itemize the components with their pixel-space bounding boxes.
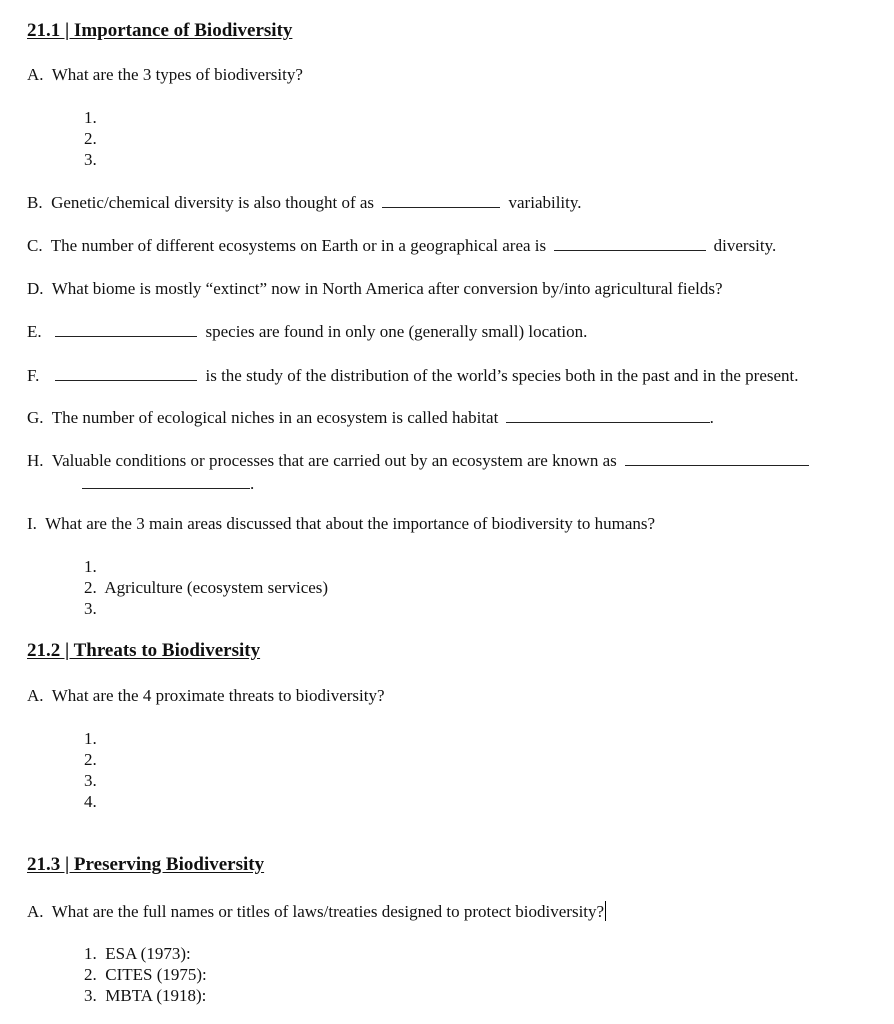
question-text-after-blank: is the study of the distribution of the world’s species both in the past and in the present. bbox=[205, 366, 799, 385]
question-i bbox=[27, 514, 655, 534]
question-g bbox=[27, 408, 714, 428]
list-item bbox=[84, 578, 328, 598]
list-item bbox=[84, 986, 206, 1006]
list-item bbox=[84, 965, 207, 985]
question-text: What are the full names or titles of laws/treaties designed to protect biodiversity? bbox=[51, 902, 605, 921]
question-text-after-blank: diversity. bbox=[713, 236, 777, 255]
question-letter: A. bbox=[27, 902, 44, 921]
question-h bbox=[27, 451, 809, 471]
question-letter: C. bbox=[27, 236, 43, 255]
answer-blank[interactable] bbox=[55, 322, 197, 337]
question-text: What are the 3 types of biodiversity? bbox=[51, 65, 303, 84]
list-item-number: 2. bbox=[84, 965, 97, 984]
question-e bbox=[27, 322, 587, 342]
list-item-number: 3. bbox=[84, 986, 97, 1005]
question-letter: E. bbox=[27, 322, 42, 341]
question-text: What biome is mostly “extinct” now in North America after conversion by/into agricultural fields? bbox=[51, 279, 723, 298]
answer-blank[interactable] bbox=[554, 236, 706, 251]
list-item-number: 3. bbox=[84, 150, 97, 169]
question-letter: A. bbox=[27, 65, 44, 84]
question-text-after-blank: species are found in only one (generally small) location. bbox=[205, 322, 588, 341]
question-letter: H. bbox=[27, 451, 44, 470]
section-heading-21-1: 21.1 | Importance of Biodiversity bbox=[27, 20, 293, 41]
question-letter: D. bbox=[27, 279, 44, 298]
question-f bbox=[27, 366, 799, 386]
answer-blank[interactable] bbox=[382, 193, 500, 208]
question-d bbox=[27, 279, 723, 299]
list-item-number: 1. bbox=[84, 108, 97, 127]
question-letter: G. bbox=[27, 408, 44, 427]
section-heading-21-3: 21.3 | Preserving Biodiversity bbox=[27, 854, 265, 875]
question-text-after-blank: . bbox=[250, 474, 255, 493]
answer-blank[interactable] bbox=[625, 451, 809, 466]
list-item-number: 3. bbox=[84, 771, 97, 790]
section-heading-21-2: 21.2 | Threats to Biodiversity bbox=[27, 640, 261, 661]
question-letter: F. bbox=[27, 366, 40, 385]
question-text-after-blank: . bbox=[709, 408, 714, 427]
question-text-after-blank: variability. bbox=[508, 193, 582, 212]
question-text-before-blank: Genetic/chemical diversity is also thought of as bbox=[51, 193, 375, 212]
list-item-text: MBTA (1918): bbox=[105, 986, 207, 1005]
answer-blank[interactable] bbox=[55, 366, 197, 381]
text-cursor bbox=[605, 901, 606, 921]
list-item-number: 1. bbox=[84, 729, 97, 748]
question-text-before-blank: The number of different ecosystems on Earth or in a geographical area is bbox=[50, 236, 547, 255]
list-item-text: Agriculture (ecosystem services) bbox=[104, 578, 329, 597]
question-b bbox=[27, 193, 582, 213]
list-item bbox=[84, 944, 191, 964]
list-item-number: 2. bbox=[84, 129, 97, 148]
question-text: What are the 4 proximate threats to biodiversity? bbox=[51, 686, 385, 705]
list-item-number: 2. bbox=[84, 750, 97, 769]
list-item-text: ESA (1973): bbox=[105, 944, 191, 963]
question-a bbox=[27, 901, 606, 922]
question-letter: I. bbox=[27, 514, 37, 533]
question-h-continuation bbox=[82, 474, 254, 494]
list-item-number: 4. bbox=[84, 792, 97, 811]
list-item-number: 2. bbox=[84, 578, 97, 597]
list-item-number: 3. bbox=[84, 599, 97, 618]
question-c bbox=[27, 236, 776, 256]
question-letter: B. bbox=[27, 193, 43, 212]
question-a bbox=[27, 65, 303, 85]
question-text: What are the 3 main areas discussed that about the importance of biodiversity to humans? bbox=[45, 514, 656, 533]
answer-blank-continued[interactable] bbox=[82, 474, 250, 489]
question-letter: A. bbox=[27, 686, 44, 705]
list-item-number: 1. bbox=[84, 557, 97, 576]
answer-blank[interactable] bbox=[506, 408, 710, 423]
list-item-number: 1. bbox=[84, 944, 97, 963]
list-item-text: CITES (1975): bbox=[105, 965, 207, 984]
question-a bbox=[27, 686, 385, 706]
question-text-before-blank: The number of ecological niches in an ecosystem is called habitat bbox=[51, 408, 499, 427]
question-text-before-blank: Valuable conditions or processes that are carried out by an ecosystem are known as bbox=[51, 451, 617, 470]
